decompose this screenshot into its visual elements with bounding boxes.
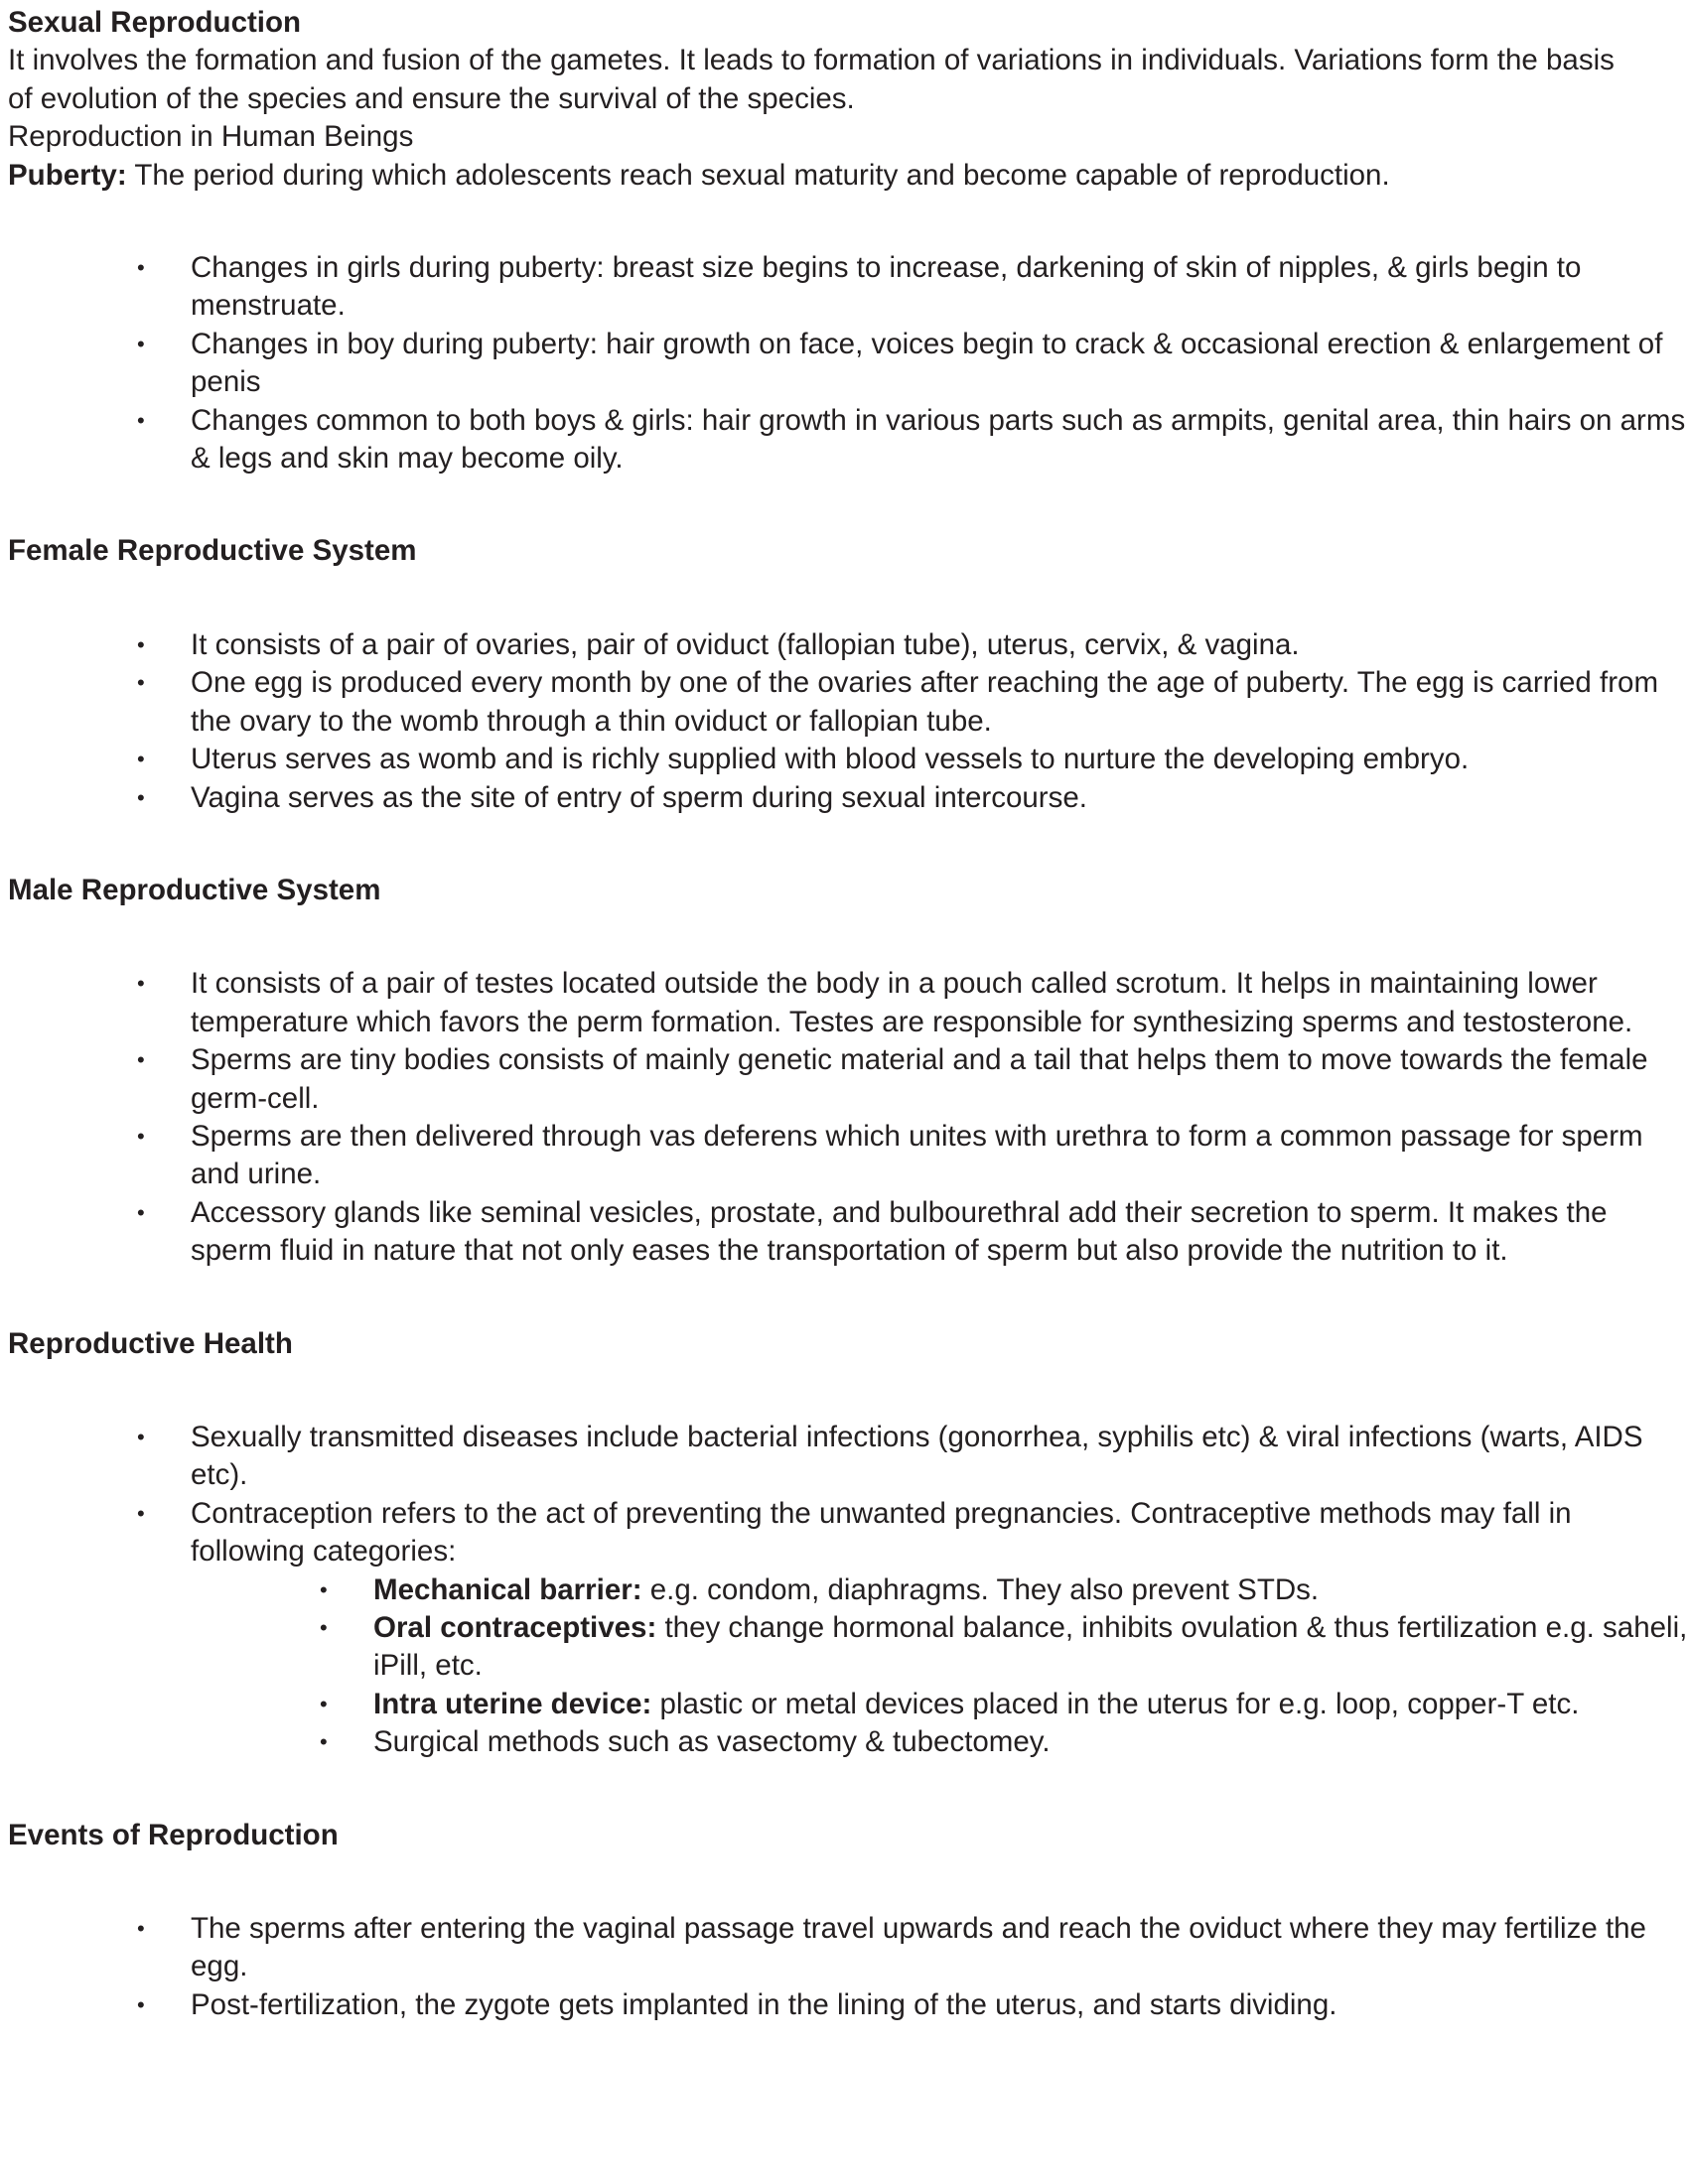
list-item: • Uterus serves as womb and is richly supplied with blood vessels to nurture the developing embryo. <box>8 741 1688 778</box>
male-system-list <box>8 965 1686 1270</box>
method-label: Mechanical barrier: <box>373 1572 642 1606</box>
female-system-list <box>8 626 1686 817</box>
bullet-icon: • <box>137 1424 145 1449</box>
section-heading-male-system: Male Reproductive System <box>8 873 381 906</box>
bullet-icon: • <box>137 1123 145 1149</box>
bullet-icon: • <box>320 1576 328 1602</box>
method-label: Oral contraceptives: <box>373 1611 657 1644</box>
intro-paragraph: It involves the formation and fusion of the gametes. It leads to formation of variations in individuals. Variations form the basis of evolution of the species and ensure the survival of the species. <box>8 44 1615 115</box>
list-item: • It consists of a pair of testes located outside the body in a pouch called scrotum. It helps in maintaining lower temperature which favors the perm formation. Testes are responsible for synthesizing sperms and testosterone. <box>137 967 1633 1038</box>
list-item: • Sperms are then delivered through vas deferens which unites with urethra to form a common passage for sperm and urine. <box>137 1119 1643 1191</box>
bullet-icon: • <box>137 407 145 433</box>
list-item: • The sperms after entering the vaginal passage travel upwards and reach the oviduct where they may fertilize the egg. <box>137 1912 1646 1983</box>
list-item: • Intra uterine device: plastic or metal devices placed in the uterus for e.g. loop, copper-T etc. <box>8 1686 1688 1723</box>
subheading-human-reproduction: Reproduction in Human Beings <box>8 120 414 154</box>
bullet-icon: • <box>137 1199 145 1225</box>
bullet-icon: • <box>137 971 145 997</box>
list-item: • Vagina serves as the site of entry of sperm during sexual intercourse. <box>8 779 1688 817</box>
list-item: • Sperms are tiny bodies consists of mainly genetic material and a tail that helps them to move towards the female germ-cell. <box>137 1043 1648 1115</box>
list-item: • It consists of a pair of ovaries, pair of oviduct (fallopian tube), uterus, cervix, & vagina. <box>8 626 1688 664</box>
bullet-icon: • <box>137 747 145 772</box>
bullet-icon: • <box>137 331 145 356</box>
section-heading-events: Events of Reproduction <box>8 1818 339 1851</box>
puberty-text: The period during which adolescents reach sexual maturity and become capable of reproduction. <box>126 158 1390 192</box>
document-page <box>8 4 1686 2024</box>
list-item: • Sexually transmitted diseases include bacterial infections (gonorrhea, syphilis etc) & viral infections (warts, AIDS etc). <box>137 1420 1643 1492</box>
puberty-changes-list <box>8 249 1686 478</box>
section-heading-reproductive-health: Reproductive Health <box>8 1326 293 1360</box>
method-label: Intra uterine device: <box>373 1687 652 1720</box>
contraceptive-methods-list <box>8 1571 1686 1762</box>
bullet-icon: • <box>137 631 145 657</box>
section-heading-female-system: Female Reproductive System <box>8 534 417 568</box>
puberty-label: Puberty: <box>8 158 127 192</box>
list-item: • Mechanical barrier: e.g. condom, diaphragms. They also prevent STDs. <box>8 1571 1688 1609</box>
bullet-icon: • <box>137 1047 145 1073</box>
list-item: • Surgical methods such as vasectomy & tubectomey. <box>8 1723 1688 1761</box>
bullet-icon: • <box>137 784 145 810</box>
reproductive-health-list <box>8 1419 1686 1571</box>
bullet-icon: • <box>320 1729 328 1755</box>
list-item: • Post-fertilization, the zygote gets implanted in the lining of the uterus, and starts dividing. <box>8 1986 1688 2024</box>
bullet-icon: • <box>320 1615 328 1640</box>
list-item: • Changes common to both boys & girls: hair growth in various parts such as armpits, genital area, thin hairs on arms & legs and skin may become oily. <box>137 403 1686 476</box>
list-item: • One egg is produced every month by one of the ovaries after reaching the age of puberty. The egg is carried from the ovary to the womb through a thin oviduct or fallopian tube. <box>137 666 1659 738</box>
bullet-icon: • <box>137 670 145 696</box>
bullet-icon: • <box>137 1991 145 2017</box>
list-item: • Oral contraceptives: they change hormonal balance, inhibits ovulation & thus fertilization e.g. saheli, iPill, etc. <box>320 1611 1688 1683</box>
bullet-icon: • <box>137 1916 145 1942</box>
puberty-definition <box>8 157 1686 195</box>
list-item: • Changes in girls during puberty: breast size begins to increase, darkening of skin of nipples, & girls begin to menstruate. <box>137 251 1582 323</box>
section-heading-sexual-reproduction: Sexual Reproduction <box>8 6 302 39</box>
bullet-icon: • <box>137 255 145 281</box>
bullet-icon: • <box>320 1691 328 1716</box>
list-item: • Changes in boy during puberty: hair growth on face, voices begin to crack & occasional erection & enlargement of penis <box>137 327 1663 399</box>
events-list <box>8 1910 1686 2024</box>
bullet-icon: • <box>137 1500 145 1526</box>
list-item: • Accessory glands like seminal vesicles, prostate, and bulbourethral add their secretion to sperm. It makes the sperm fluid in nature that not only eases the transportation of sperm but also provide the nutrition to it. <box>137 1195 1608 1268</box>
list-item: • Contraception refers to the act of preventing the unwanted pregnancies. Contraceptive methods may fall in following categories: <box>137 1496 1572 1569</box>
